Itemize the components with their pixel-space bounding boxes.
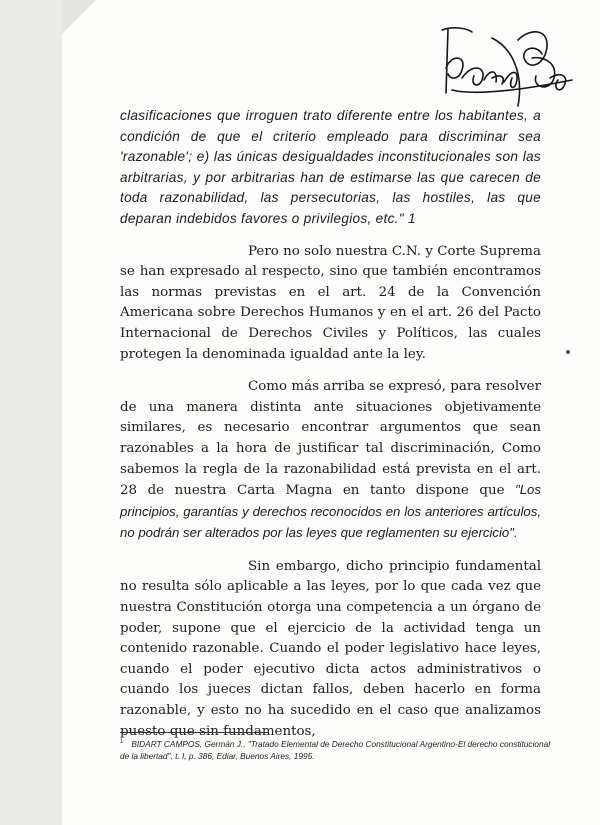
paragraph-conventions: Pero no solo nuestra C.N. y Corte Suprema se han expresado al respecto, sino que también encontramos las normas previstas en el art. 24 de la Convención Americana sobre Derechos Humanos y en el art. 26 del Pacto Internacional de Derechos Civiles y Políticos, las cuales protegen la denominada igualdad ante la ley.	[120, 243, 541, 362]
document-body	[120, 106, 541, 754]
footnote-divider	[120, 732, 268, 733]
paragraph-fundamental-principle: Sin embargo, dicho principio fundamental no resulta sólo aplicable a las leyes, por lo que cada vez que nuestra Constitución otorga una competencia a un órgano de poder, supone que el ejercicio de la actividad tenga un contenido razonable. Cuando el poder legislativo hace leyes, cuando el poder ejecutivo dicta actos administrativos o cuando los jueces dictan fallos, deben hacerlo en forma razonable, y esto no ha sucedido en el caso que analizamos puesto que sin fundamentos,	[120, 558, 541, 739]
paragraph-reasonableness	[120, 377, 541, 545]
footnote-number: 1	[120, 739, 124, 745]
art28-quote: "Los principios, garantías y derechos reconocidos en los anteriores artículos, no podrán ser alterados por las leyes que reglamenten su ejercicio".	[120, 482, 541, 541]
page-fold-corner	[62, 0, 96, 34]
scan-speck	[566, 350, 570, 354]
handwritten-signature	[432, 18, 582, 113]
footnote	[120, 736, 560, 762]
footnote-text: BIDART CAMPOS, Germán J., "Tratado Elemental de Derecho Constitucional Argentino-El derecho constitucional de la libertad", t. I, p. 386, Ediar, Buenos Aires, 1995.	[120, 738, 551, 761]
paragraph-reasonableness-text: Como más arriba se expresó, para resolver de una manera distinta ante situaciones objetivamente similares, es necesario encontrar argumentos que sean razonables a la hora de justificar tal discriminación, Como sabemos la regla de la razonabilidad está prevista en el art. 28 de nuestra Carta Magna en tanto dispone que	[120, 379, 541, 499]
quoted-paragraph: clasificaciones que irroguen trato diferente entre los habitantes, a condición de que el criterio empleado para discriminar sea 'razonable'; e) las únicas desigualdades inconstitucionales son las arbitrarias, y por arbitrarias han de estimarse las que carecen de toda razonabilidad, las persecutorias, las hostiles, las que deparan indebidos favores o privilegios, etc." 1	[120, 108, 541, 226]
